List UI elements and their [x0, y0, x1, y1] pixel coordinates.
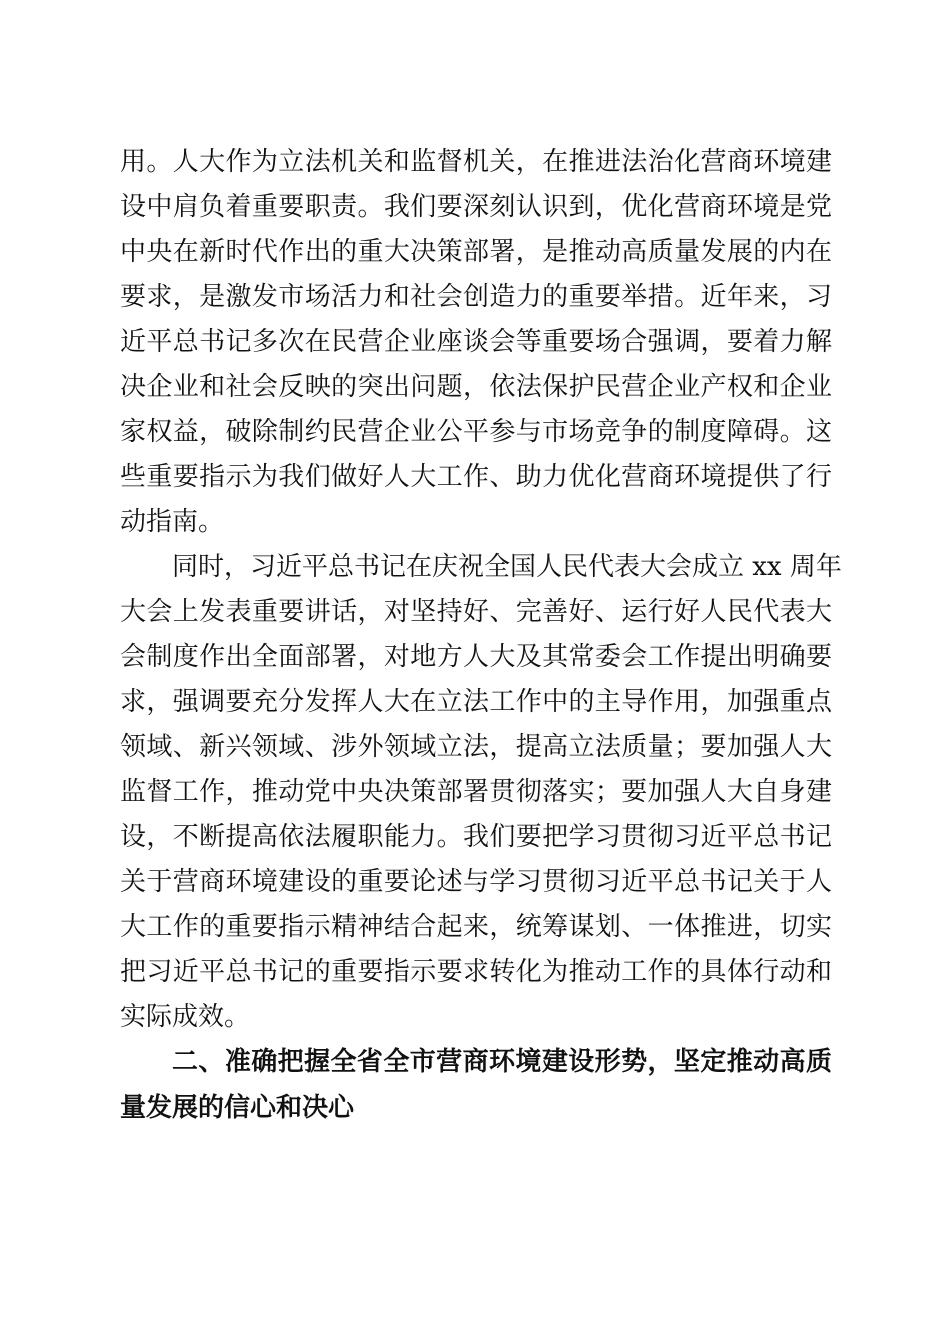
paragraph-line: 用。人大作为立法机关和监督机关，在推进法治化营商环境建	[120, 147, 832, 177]
paragraph-line: 中央在新时代作出的重大决策部署，是推动高质量发展的内在	[120, 237, 832, 267]
paragraph-line: 大会上发表重要讲话，对坚持好、完善好、运行好人民代表大	[120, 597, 832, 627]
paragraph-line: 动指南。	[120, 507, 225, 537]
paragraph-line: 会制度作出全面部署，对地方人大及其常委会工作提出明确要	[120, 642, 832, 672]
paragraph-line: 近平总书记多次在民营企业座谈会等重要场合强调，要着力解	[120, 327, 832, 357]
paragraph-line: 领域、新兴领域、涉外领域立法，提高立法质量；要加强人大	[120, 732, 832, 762]
paragraph-line: 监督工作，推动党中央决策部署贯彻落实；要加强人大自身建	[120, 777, 832, 807]
paragraph-line: 大工作的重要指示精神结合起来，统筹谋划、一体推进，切实	[120, 912, 832, 942]
paragraph-line: 关于营商环境建设的重要论述与学习贯彻习近平总书记关于人	[120, 867, 832, 897]
paragraph-line: 设，不断提高依法履职能力。我们要把学习贯彻习近平总书记	[120, 822, 832, 852]
heading-line: 量发展的信心和决心	[120, 1093, 355, 1123]
heading-line: 二、准确把握全省全市营商环境建设形势，坚定推动高质	[172, 1047, 832, 1077]
paragraph-line: 设中肩负着重要职责。我们要深刻认识到，优化营商环境是党	[120, 192, 832, 222]
paragraph-line: 家权益，破除制约民营企业公平参与市场竞争的制度障碍。这	[120, 417, 832, 447]
paragraph-line: 决企业和社会反映的突出问题，依法保护民营企业产权和企业	[120, 372, 832, 402]
paragraph-line: 同时，习近平总书记在庆祝全国人民代表大会成立 xx 周年	[172, 552, 842, 582]
paragraph-line: 求，强调要充分发挥人大在立法工作中的主导作用，加强重点	[120, 687, 832, 717]
paragraph-line: 把习近平总书记的重要指示要求转化为推动工作的具体行动和	[120, 957, 832, 987]
paragraph-line: 些重要指示为我们做好人大工作、助力优化营商环境提供了行	[120, 462, 832, 492]
paragraph-line: 要求，是激发市场活力和社会创造力的重要举措。近年来，习	[120, 282, 832, 312]
paragraph-line: 实际成效。	[120, 1002, 251, 1032]
